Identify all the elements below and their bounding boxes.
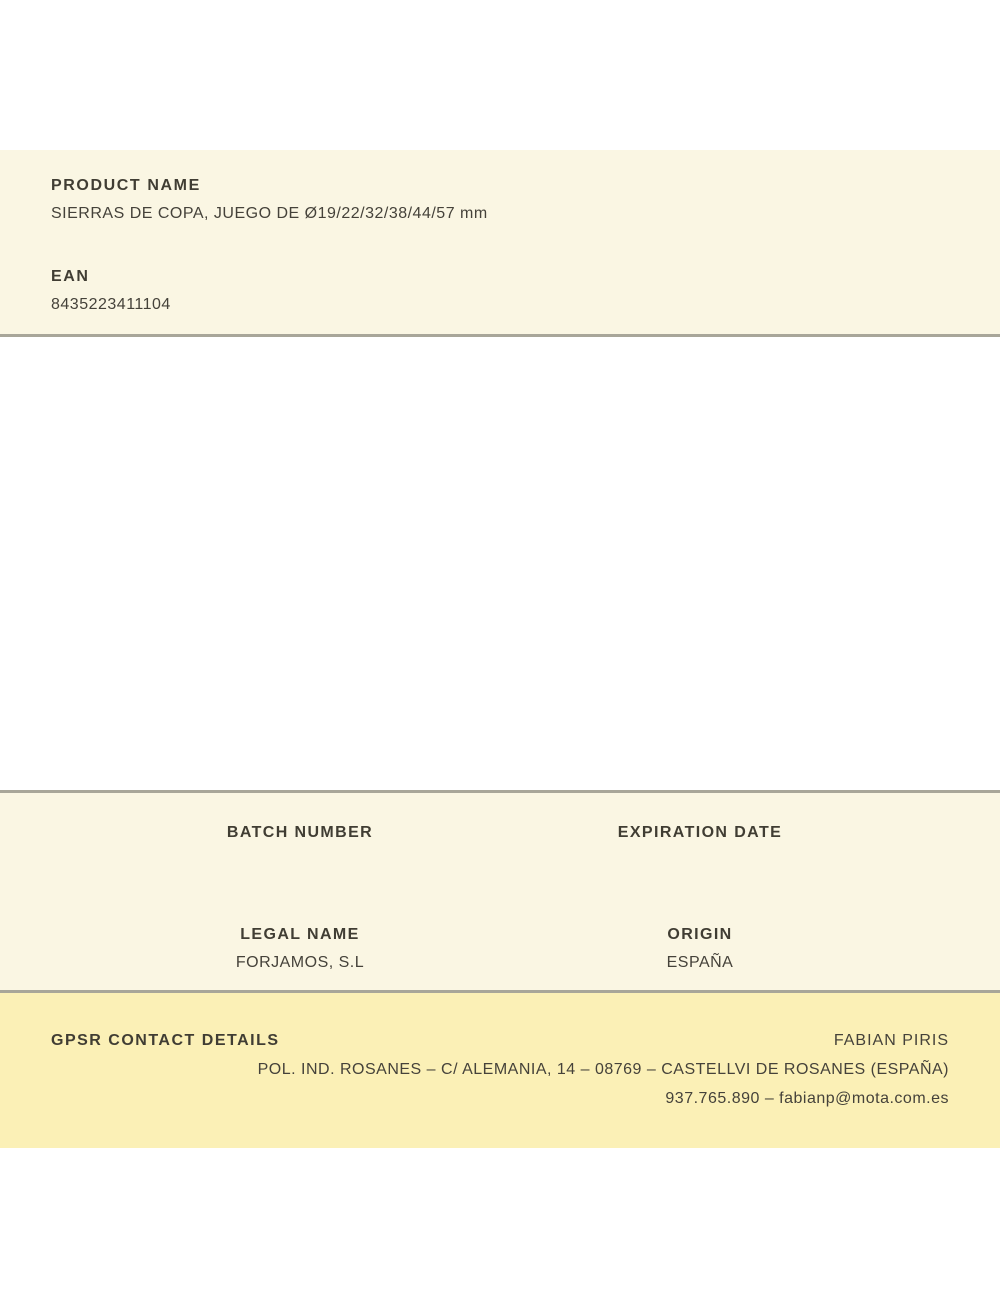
ean-field: [51, 268, 949, 313]
gpsr-contact-section: [0, 993, 1000, 1148]
product-info-section: [0, 150, 1000, 337]
ean-label: EAN: [51, 268, 90, 285]
batch-number-label: BATCH NUMBER: [226, 824, 374, 841]
batch-number-value: [100, 852, 500, 926]
ean-value: 8435223411104: [51, 296, 171, 313]
gpsr-contact-details-label: GPSR CONTACT DETAILS: [51, 1032, 280, 1049]
batch-legal-section: [0, 790, 1000, 993]
contact-person-name: FABIAN PIRIS: [833, 1032, 949, 1049]
middle-whitespace: [0, 337, 1000, 790]
expiration-date-label: EXPIRATION DATE: [617, 824, 783, 841]
product-name-label: PRODUCT NAME: [51, 177, 201, 194]
product-name-field: [51, 177, 949, 222]
expiration-date-value: [500, 852, 900, 926]
contact-phone-email: 937.765.890 – fabianp@mota.com.es: [665, 1090, 949, 1107]
top-whitespace: [0, 0, 1000, 150]
contact-address: POL. IND. ROSANES – C/ ALEMANIA, 14 – 08769 – CASTELLVI DE ROSANES (ESPAÑA): [257, 1061, 949, 1078]
legal-name-value: FORJAMOS, S.L: [235, 954, 365, 971]
expiration-column: [500, 824, 900, 990]
gpsr-contact-header-row: [51, 1032, 949, 1049]
product-name-value: SIERRAS DE COPA, JUEGO DE Ø19/22/32/38/44/57 mm: [51, 205, 488, 222]
origin-label: ORIGIN: [667, 926, 733, 943]
legal-name-label: LEGAL NAME: [240, 926, 360, 943]
origin-value: ESPAÑA: [666, 954, 734, 971]
batch-column: [100, 824, 500, 990]
